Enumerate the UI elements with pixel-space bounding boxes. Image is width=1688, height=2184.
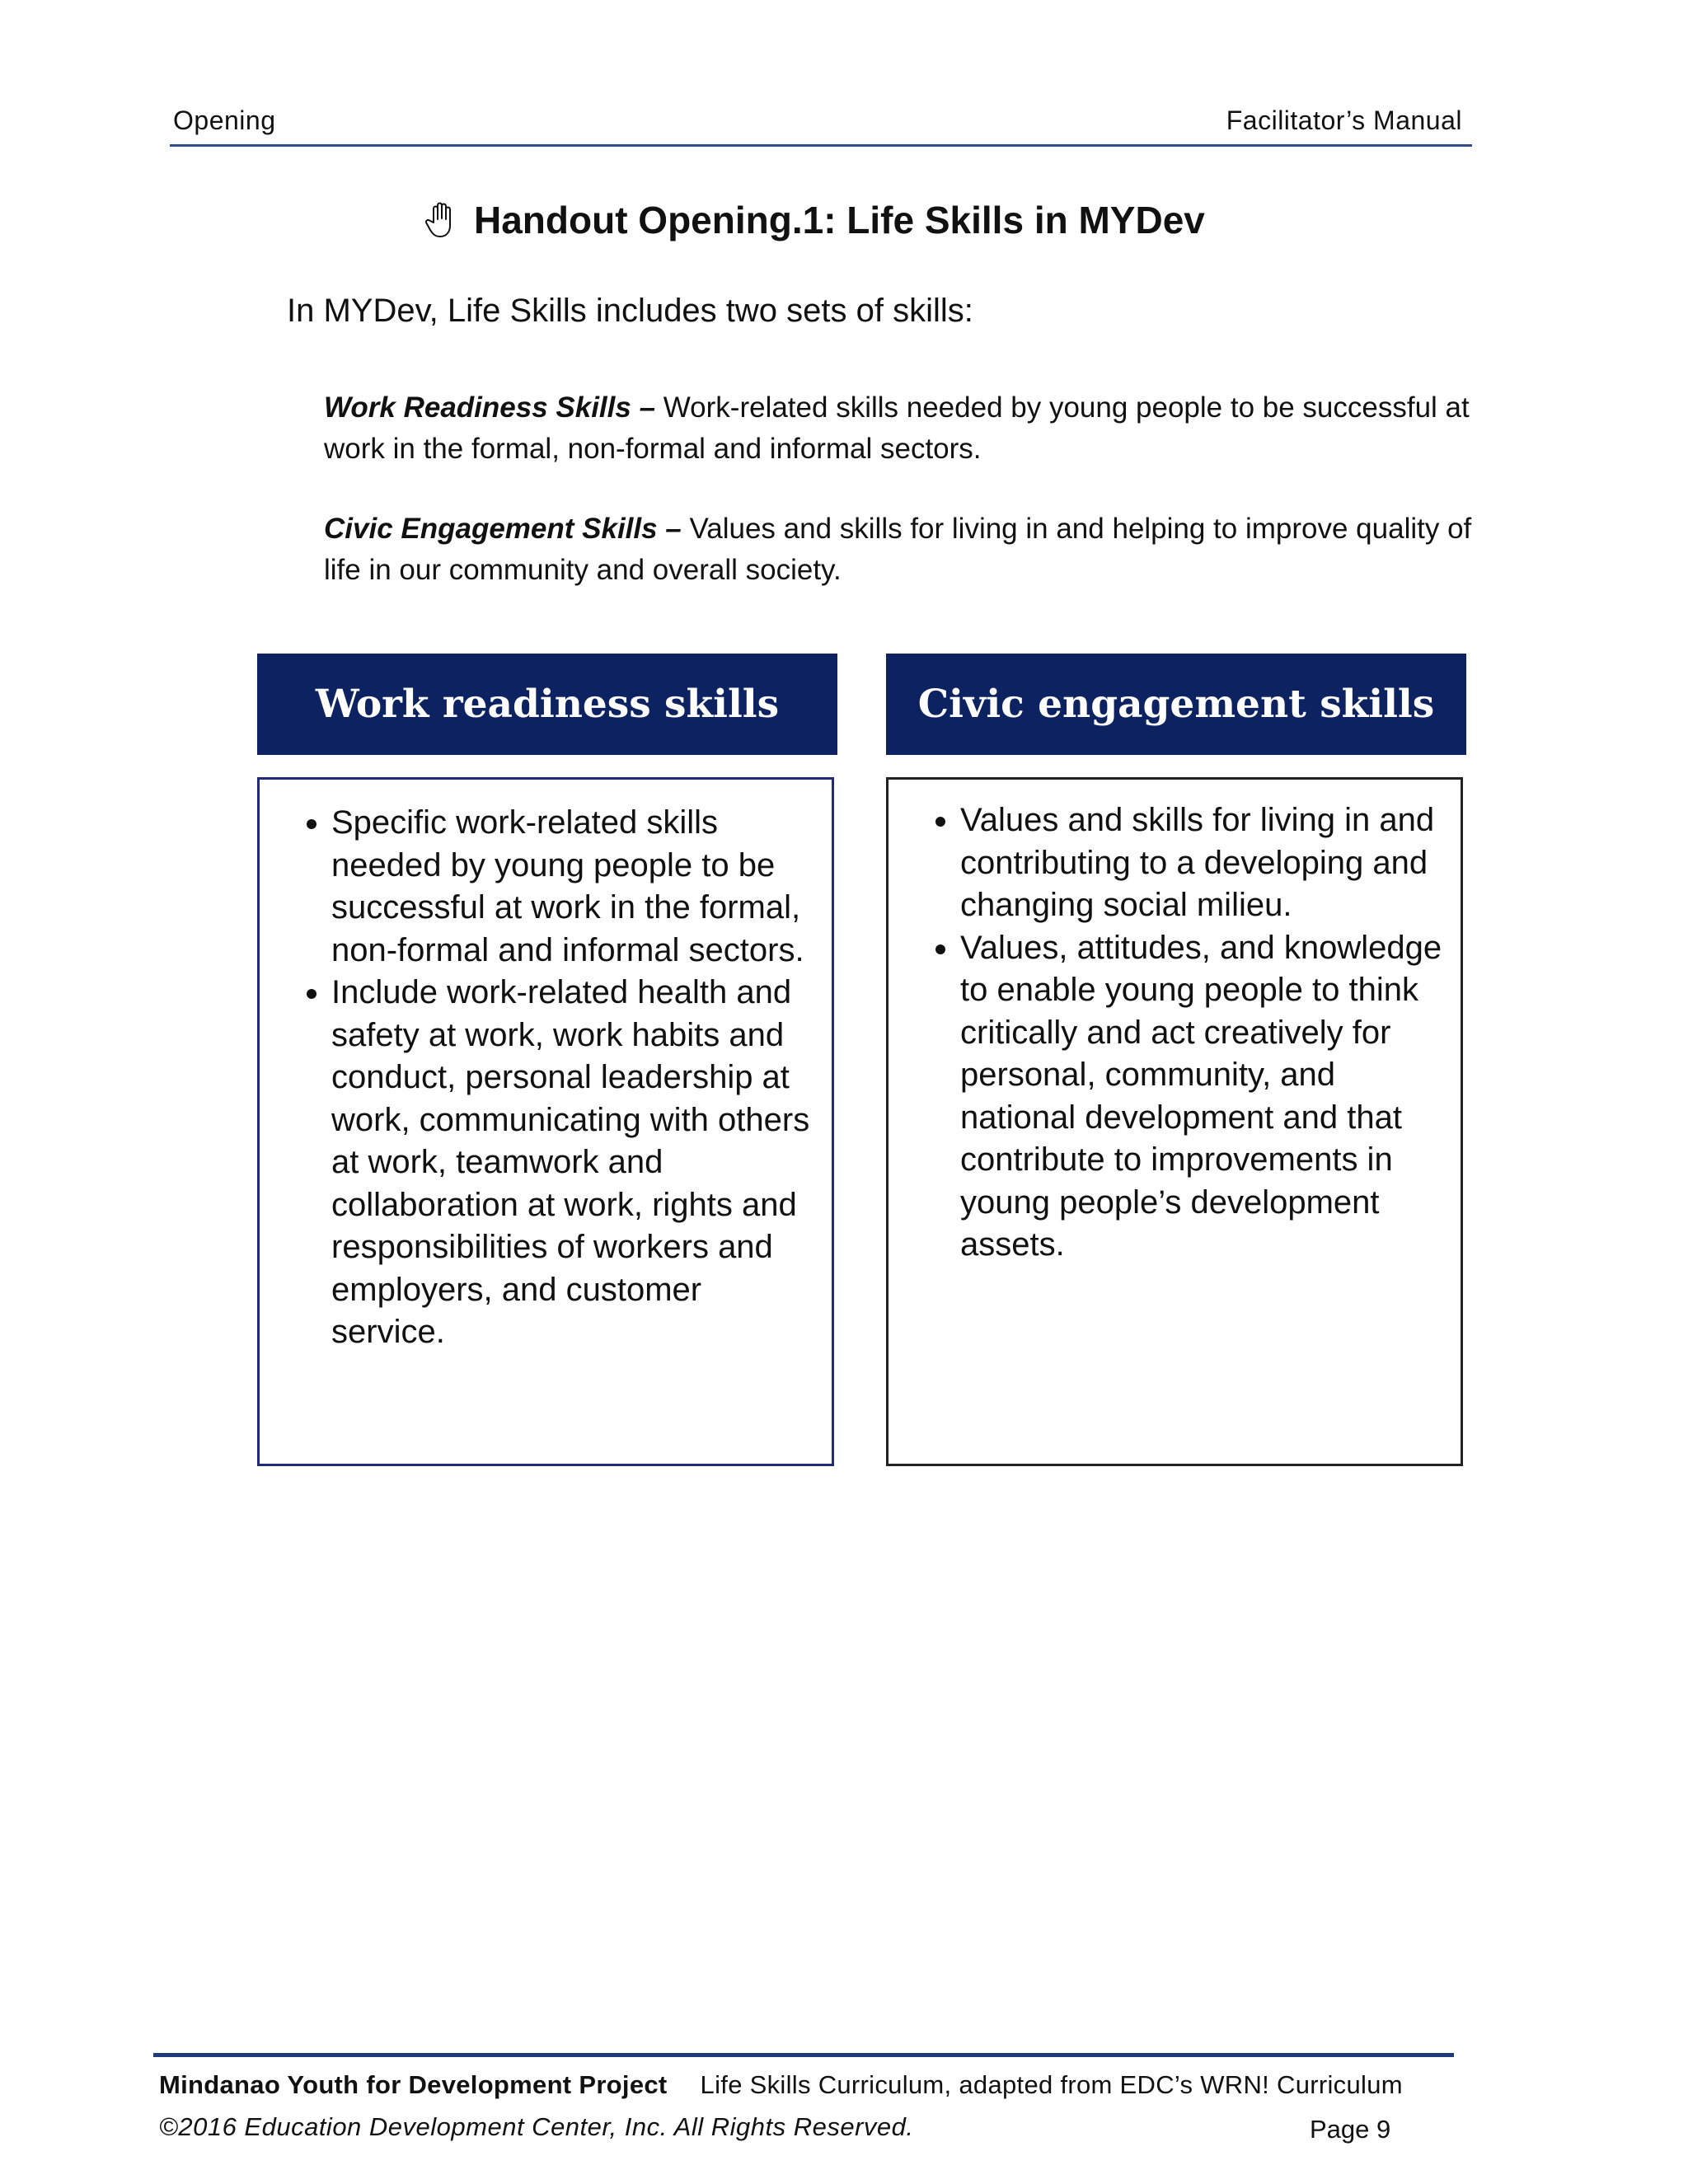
definition-text: Values and skills for living in and helping to improve quality of life in our community and overall society. [324,513,1472,586]
list-item: • Include work-related health and safety at work, work habits and conduct, personal leadership at work, communicating with others at work, teamwork and collaboration at work, rights and responsibilities of workers and employers, and customer service. [331,972,815,1354]
footer-rule [153,2053,1454,2057]
handout-title-text: Handout Opening.1: Life Skills in MYDev [474,199,1205,241]
work-readiness-heading: Work readiness skills [257,654,837,755]
definition-text: Work-related skills needed by young people to be successful at work in the formal, non-formal and informal sectors. [324,391,1470,465]
page-number: Page 9 [1310,2115,1391,2144]
header-manual-label: Facilitator’s Manual [1226,105,1462,135]
definition-term: Civic Engagement Skills – [324,513,682,545]
work-readiness-box [257,777,834,1466]
list-item: • Values and skills for living in and contributing to a developing and changing social milieu. [960,799,1444,927]
bullet-list [889,780,1461,1267]
definition-civic-engagement [324,509,1511,591]
hand-icon [424,201,459,239]
intro-text: In MYDev, Life Skills includes two sets of skills: [287,293,973,329]
civic-engagement-heading: Civic engagement skills [886,654,1466,755]
footer-line-1 [159,2070,1403,2100]
header-rule [170,144,1472,147]
header-section-label: Opening [173,105,276,135]
list-item: • Values, attitudes, and knowledge to enable young people to think critically and act creatively for personal, community, and national development and that contribute to improvements in young people’s development assets. [960,927,1444,1267]
list-item: • Specific work-related skills needed by young people to be successful at work in the formal, non-formal and informal sectors. [331,802,815,972]
bullet-list [260,780,832,1354]
footer-copyright: ©2016 Education Development Center, Inc. All Rights Reserved. [159,2112,914,2141]
definition-term: Work Readiness Skills – [324,391,656,424]
footer-curriculum: Life Skills Curriculum, adapted from EDC’s WRN! Curriculum [700,2070,1403,2099]
definition-work-readiness [324,387,1511,470]
handout-title [424,198,1205,242]
civic-engagement-box [886,777,1463,1466]
footer-project: Mindanao Youth for Development Project [159,2070,668,2099]
